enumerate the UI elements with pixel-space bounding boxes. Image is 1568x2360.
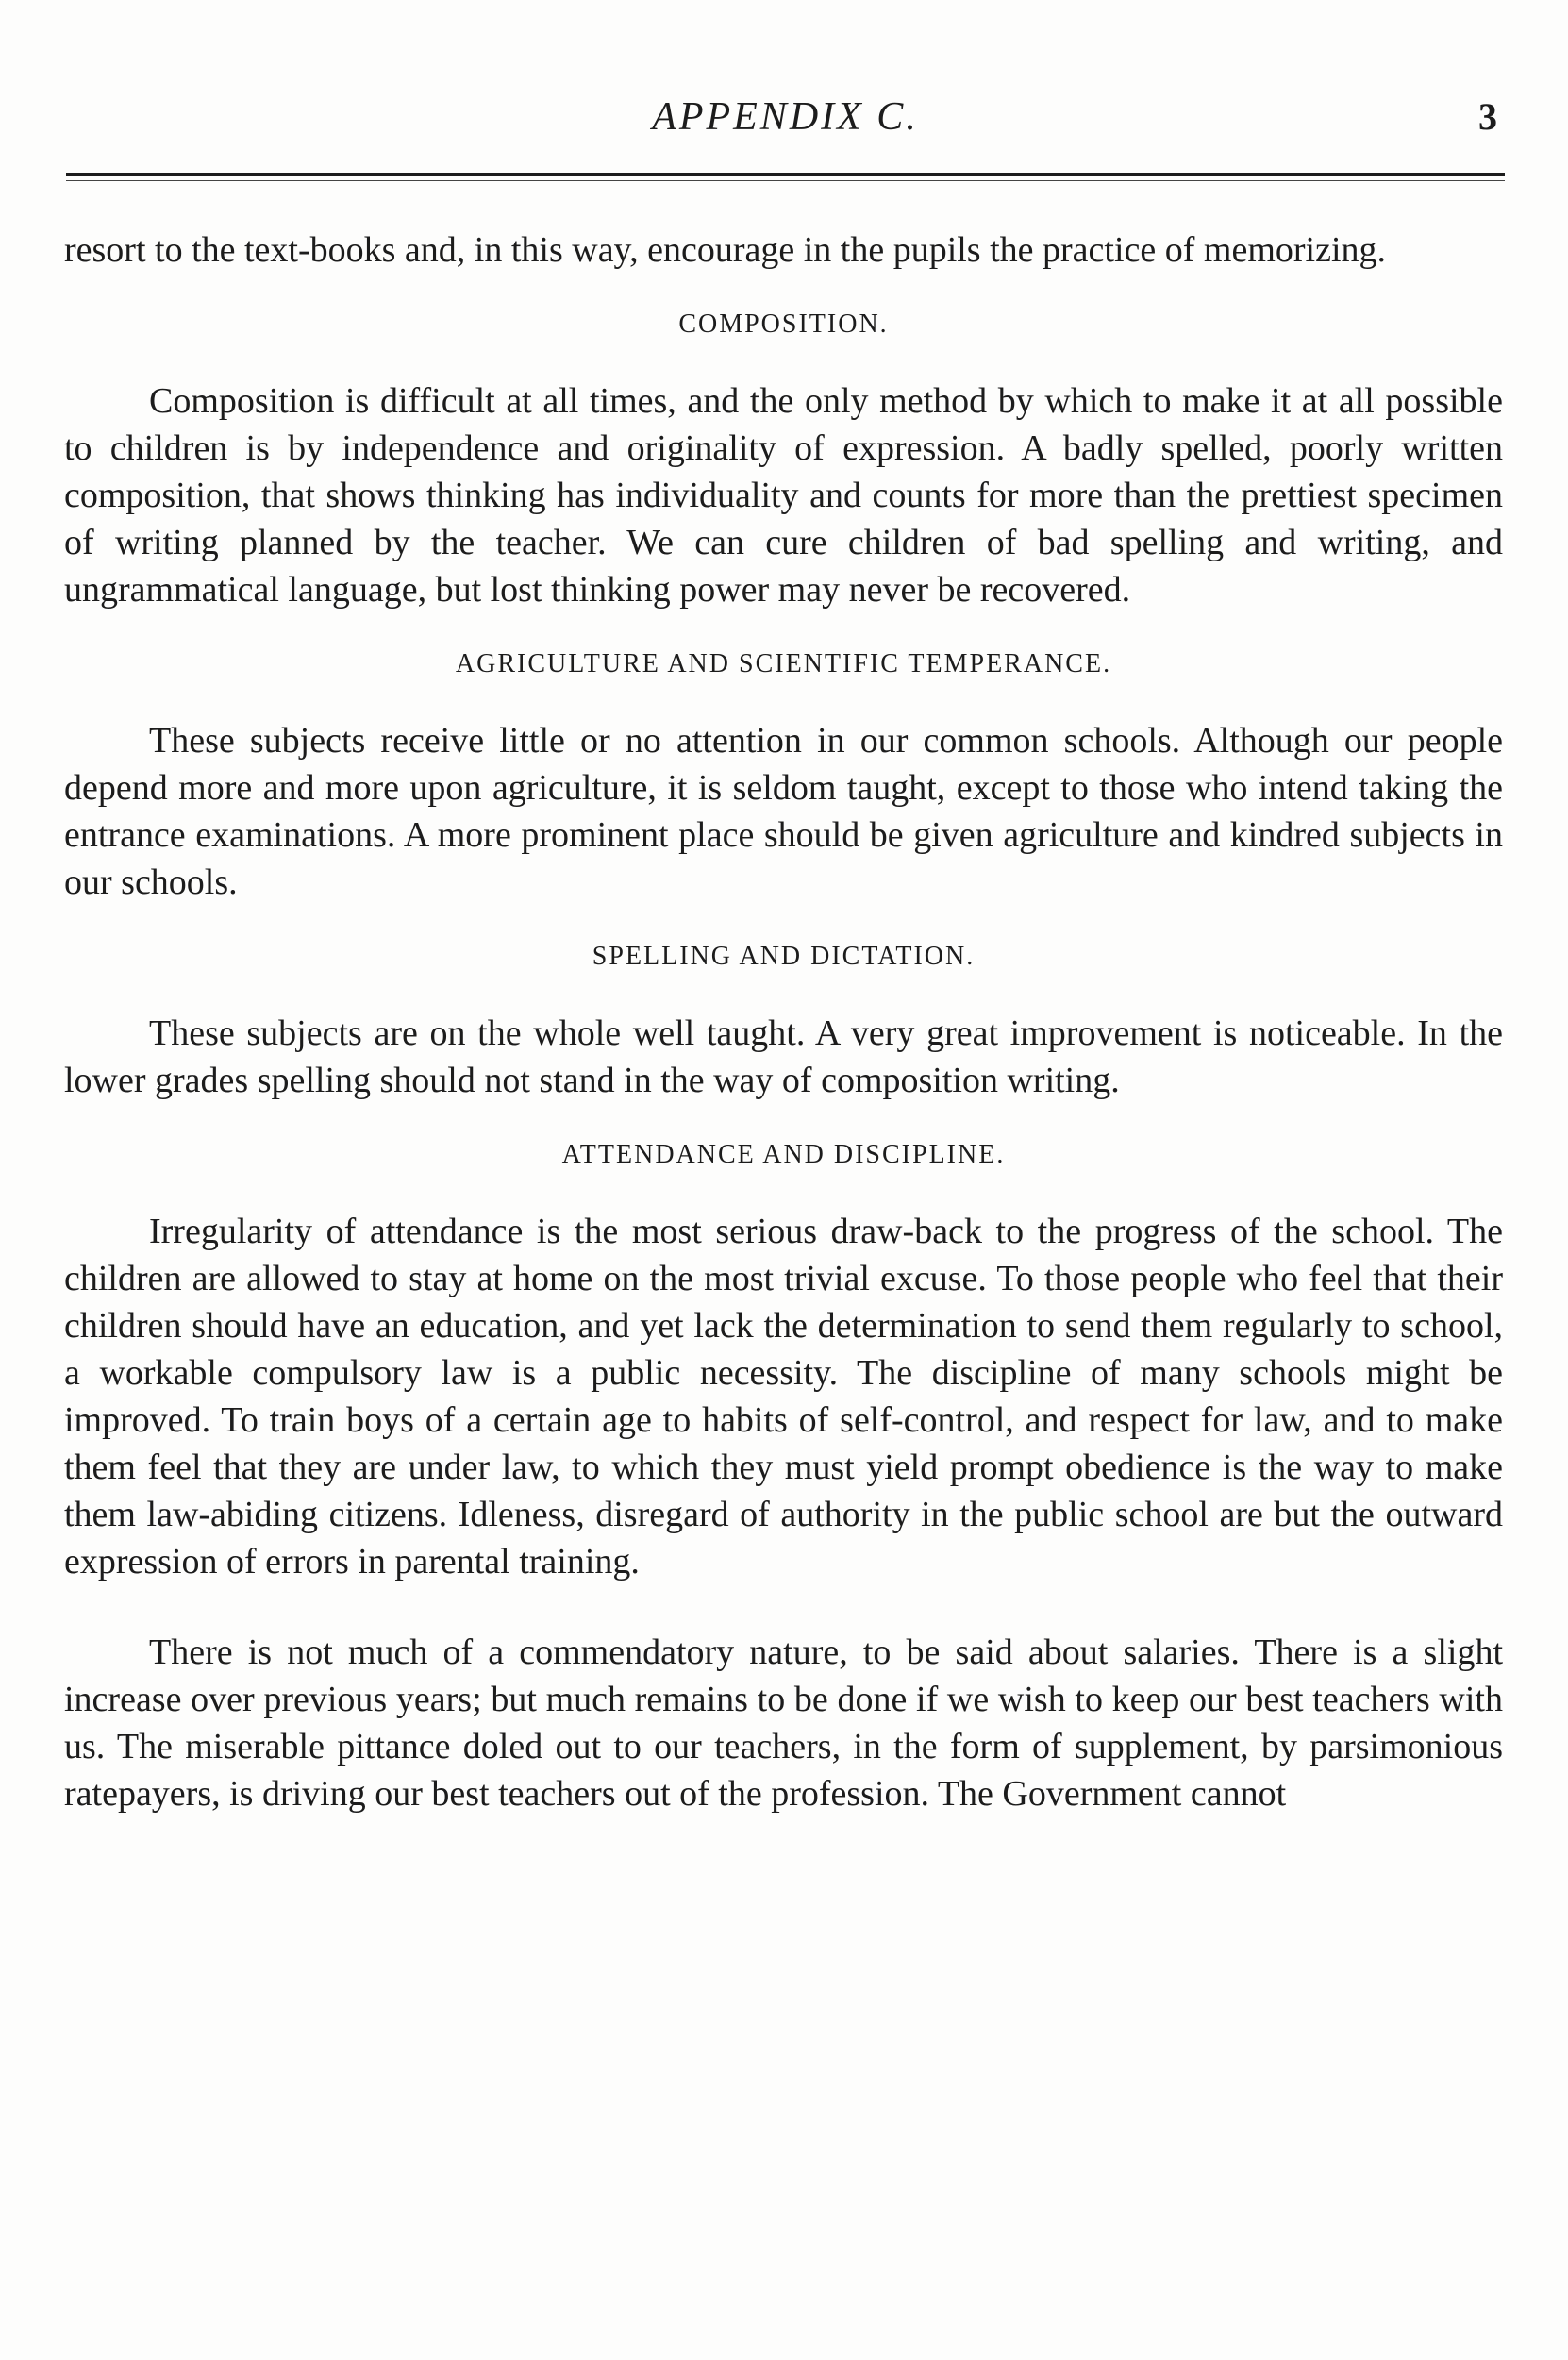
body-text bbox=[64, 226, 1503, 1817]
page-number: 3 bbox=[1478, 95, 1497, 138]
header-rule bbox=[66, 173, 1505, 176]
header-rule-thin bbox=[66, 180, 1505, 181]
intro-paragraph: resort to the text-books and, in this way, encourage in the pupils the practice of memorizing. bbox=[64, 230, 1387, 270]
spelling-heading: SPELLING AND DICTATION. bbox=[592, 942, 976, 971]
composition-heading: COMPOSITION. bbox=[678, 310, 889, 339]
attendance-heading: ATTENDANCE AND DISCIPLINE. bbox=[561, 1140, 1006, 1169]
attendance-paragraph: Irregularity of attendance is the most serious draw-back to the progress of the school. The children are allowed to stay at home on the most trivial excuse. To those people who feel that their children should have an education, and yet lack the determination to send them regularly to school, a workable compulsory law is a public necessity. The discipline of many schools might be improved. To train boys of a certain age to habits of self-control, and respect for law, and to make them feel that they are under law, to which they must yield prompt obedience is the way to make them law-abiding citizens. Idleness, disregard of authority in the public school are but the outward expression of errors in parental training. bbox=[64, 1212, 1503, 1582]
running-title: APPENDIX C. bbox=[652, 95, 919, 139]
spelling-paragraph: These subjects are on the whole well taught. A very great improvement is noticeable. In the lower grades spelling should not stand in the way of composition writing. bbox=[64, 1013, 1503, 1100]
page-header bbox=[66, 94, 1505, 151]
agriculture-heading: AGRICULTURE AND SCIENTIFIC TEMPERANCE. bbox=[455, 649, 1112, 678]
agriculture-paragraph: These subjects receive little or no attention in our common schools. Although our people depend more and more upon agriculture, it is seldom taught, except to those who intend taking the entrance examinations. A more prominent place should be given agriculture and kindred subjects in our schools. bbox=[64, 721, 1503, 902]
salaries-paragraph: There is not much of a commendatory nature, to be said about salaries. There is a slight increase over previous years; but much remains to be done if we wish to keep our best teachers with us. The miserable pittance doled out to our teachers, in the form of supplement, by parsimonious ratepayers, is driving our best teachers out of the profession. The Government cannot bbox=[64, 1632, 1503, 1814]
composition-paragraph: Composition is difficult at all times, and the only method by which to make it at all possible to children is by independence and originality of expression. A badly spelled, poorly written composition, that shows thinking has individuality and counts for more than the prettiest specimen of writing planned by the teacher. We can cure children of bad spelling and writing, and ungrammatical language, but lost thinking power may never be recovered. bbox=[64, 381, 1503, 610]
section-gap bbox=[64, 1585, 1503, 1629]
